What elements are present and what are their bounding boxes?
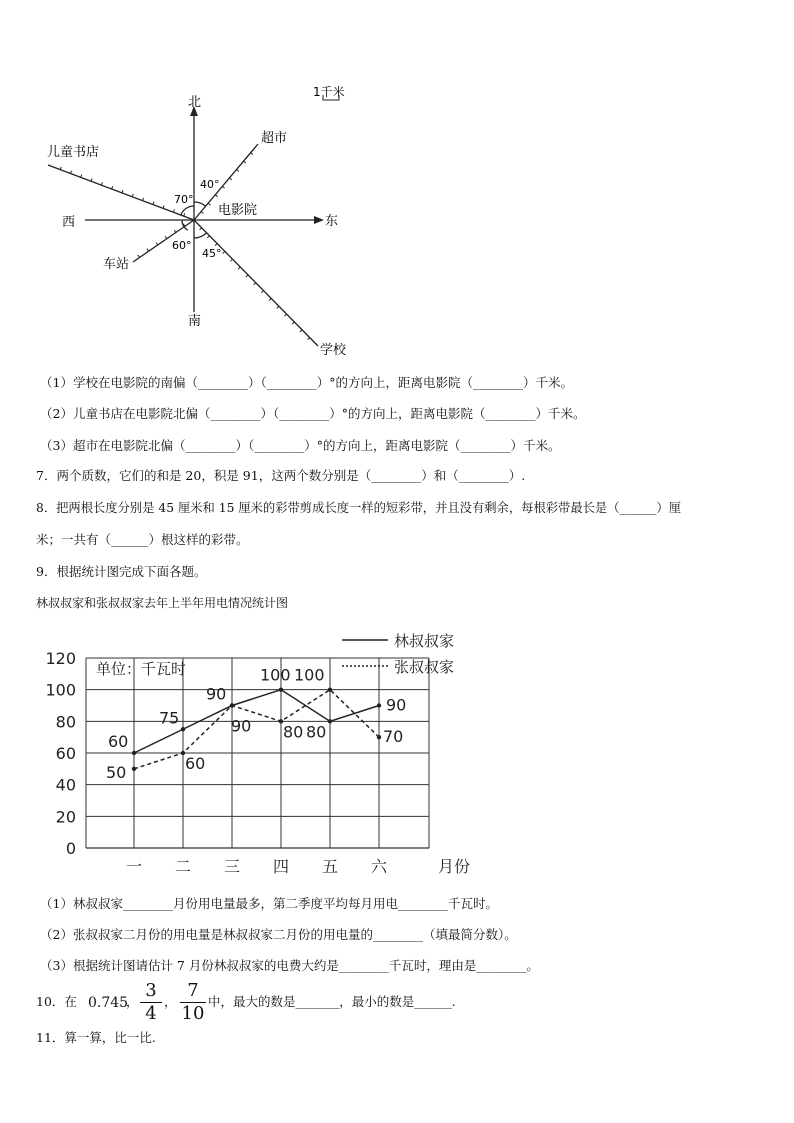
zhang-data-label: 50	[106, 762, 127, 782]
school-ray-tick	[223, 251, 225, 253]
station-ray-tick	[165, 236, 167, 238]
school-ray-tick	[284, 314, 286, 316]
school-ray-tick	[254, 283, 256, 285]
q10-decimal: 0.745	[88, 995, 129, 1011]
question-10-suffix: 中，最大的数是_______，最小的数是______.	[208, 994, 456, 1009]
x-tick-label: 五	[321, 857, 339, 876]
bookstore-ray-tick	[101, 182, 102, 185]
bookstore-ray-tick	[81, 175, 82, 178]
west-label: 西	[62, 215, 76, 230]
station-ray-tick	[138, 255, 140, 257]
y-tick-label: 0	[65, 839, 76, 858]
bookstore-ray-tick	[132, 194, 133, 197]
angle-label-70: 70°	[174, 193, 194, 206]
question-8-line-1: 8．把两根长度分别是 45 厘米和 15 厘米的彩带剪成长度一样的短彩带，并且没有剩余，每根彩带最长是（______）厘	[36, 501, 682, 515]
east-label: 东	[325, 214, 339, 229]
fraction-1-numerator: 3	[145, 980, 157, 1001]
y-tick-label: 80	[55, 712, 76, 732]
zhang-data-label: 100	[294, 665, 325, 685]
station-ray-tick	[174, 230, 176, 232]
lin-data-label: 75	[159, 708, 180, 728]
legend-label: 林叔叔家	[394, 632, 455, 650]
bookstore-ray-tick	[173, 209, 174, 212]
station-label: 车站	[103, 257, 130, 272]
angle-arc-70	[181, 206, 194, 215]
school-ray-tick	[308, 338, 310, 340]
y-tick-label: 120	[45, 649, 76, 668]
school-ray-tick	[200, 228, 202, 230]
supermarket-ray-tick	[222, 186, 224, 188]
school-label: 学校	[320, 343, 347, 358]
x-tick-label: 三	[223, 857, 241, 876]
supermarket-ray-tick	[237, 170, 239, 172]
south-label: 南	[188, 314, 202, 329]
lin-data-point	[279, 687, 283, 691]
y-tick-label: 100	[45, 680, 76, 700]
q10-separator-1: ，	[126, 994, 139, 1009]
supermarket-ray-tick	[229, 178, 231, 180]
x-tick-label: 二	[174, 857, 192, 876]
bookstore-ray-tick	[184, 213, 185, 216]
legend-label: 张叔叔家	[394, 658, 455, 676]
question-7: 7．两个质数，它们的和是 20，积是 91，这两个数分别是（________）和（________）.	[36, 468, 526, 483]
y-tick-label: 20	[55, 807, 76, 827]
q10-separator-2: ，	[164, 994, 177, 1009]
angle-arc-40	[194, 202, 206, 206]
zhang-data-point	[377, 735, 381, 739]
question-11: 11．算一算，比一比.	[36, 1030, 156, 1045]
lin-data-label: 90	[386, 695, 407, 715]
supermarket-ray-tick	[244, 161, 246, 163]
x-tick-label: 四	[272, 857, 290, 876]
school-ray	[194, 220, 318, 346]
lin-data-point	[328, 719, 332, 723]
angle-label-60: 60°	[172, 239, 192, 252]
chart-title: 林叔叔家和张叔叔家去年上半年用电情况统计图	[36, 596, 289, 610]
supermarket-ray-tick	[215, 195, 217, 197]
lin-data-label: 60	[108, 732, 129, 751]
lin-data-label: 90	[206, 684, 227, 704]
school-ray-tick	[269, 298, 271, 300]
supermarket-ray-tick	[251, 153, 253, 155]
fraction-2-denominator: 10	[181, 1003, 205, 1024]
lin-data-point	[181, 727, 185, 731]
question-9: 9．根据统计图完成下面各题。	[36, 564, 207, 579]
bookstore-ray-tick	[153, 202, 154, 205]
school-ray-tick	[207, 236, 209, 238]
bookstore-ray-tick	[163, 206, 164, 209]
angle-label-45: 45°	[202, 247, 222, 260]
lin-data-label: 80	[306, 722, 327, 742]
zhang-data-label: 80	[283, 722, 304, 742]
school-ray-tick	[277, 306, 279, 308]
zhang-data-point	[230, 703, 234, 707]
q6-sub-1: （1）学校在电影院的南偏（________）（________）°的方向上，距离电影院（________）千米。	[40, 375, 573, 390]
school-ray-tick	[300, 330, 302, 332]
fraction-three-quarters	[140, 981, 162, 1024]
school-ray-tick	[246, 275, 248, 277]
angle-arc-45	[194, 233, 207, 238]
scale-label: 1千米	[313, 85, 345, 99]
bookstore-label: 儿童书店	[47, 145, 100, 160]
bookstore-ray-tick	[122, 190, 123, 193]
school-ray-tick	[238, 267, 240, 269]
bookstore-ray-tick	[70, 171, 71, 174]
supermarket-label: 超市	[261, 131, 288, 146]
q9-sub-2: （2）张叔叔家二月份的用电量是林叔叔家二月份的用电量的________（填最简分数）。	[40, 927, 517, 942]
lin-data-label: 100	[260, 665, 291, 685]
north-label: 北	[188, 95, 202, 110]
q9-sub-1: （1）林叔叔家________月份用电量最多，第二季度平均每月用电________千瓦时。	[40, 896, 498, 911]
bookstore-ray	[48, 165, 194, 220]
zhang-data-point	[132, 767, 136, 771]
q6-sub-2: （2）儿童书店在电影院北偏（________）（________）°的方向上，距离电影院（________）千米。	[40, 406, 586, 421]
fraction-seven-tenths	[180, 981, 206, 1024]
zhang-data-point	[328, 687, 332, 691]
station-ray-tick	[147, 249, 149, 251]
school-ray-tick	[215, 244, 217, 246]
bookstore-ray-tick	[60, 167, 61, 170]
school-ray-tick	[230, 259, 232, 261]
supermarket-ray-tick	[208, 203, 210, 205]
fraction-2-numerator: 7	[187, 980, 199, 1001]
question-8-line-2: 米；一共有（______）根这样的彩带。	[36, 532, 249, 547]
zhang-data-label: 70	[383, 727, 404, 747]
bookstore-ray-tick	[91, 178, 92, 181]
east-arrowhead	[314, 216, 324, 224]
y-tick-label: 40	[55, 775, 76, 795]
unit-label: 单位：千瓦时	[96, 660, 187, 678]
angle-label-40: 40°	[200, 178, 220, 191]
station-ray-tick	[156, 242, 158, 244]
y-tick-label: 60	[55, 744, 76, 763]
electricity-line-chart	[36, 626, 486, 880]
q6-sub-3: （3）超市在电影院北偏（________）（________）°的方向上，距离电影院（________）千米。	[40, 438, 561, 453]
lin-data-point	[132, 751, 136, 755]
x-tick-label: 六	[370, 857, 388, 876]
school-ray-tick	[292, 322, 294, 324]
fraction-1-denominator: 4	[145, 1003, 157, 1024]
x-axis-label: 月份	[437, 857, 471, 876]
zhang-data-label: 90	[231, 716, 252, 736]
bookstore-ray-tick	[112, 186, 113, 189]
school-ray-tick	[261, 291, 263, 293]
zhang-data-label: 60	[185, 754, 206, 773]
supermarket-ray-tick	[201, 212, 203, 214]
cinema-label: 电影院	[218, 203, 258, 218]
zhang-series-line	[134, 690, 379, 769]
q9-sub-3: （3）根据统计图请估计 7 月份林叔叔家的电费大约是________千瓦时，理由是________。	[40, 958, 539, 973]
direction-map	[0, 0, 794, 370]
bookstore-ray-tick	[143, 198, 144, 201]
lin-data-point	[377, 703, 381, 707]
question-10-prefix: 10．在	[36, 994, 77, 1009]
x-tick-label: 一	[125, 857, 143, 876]
